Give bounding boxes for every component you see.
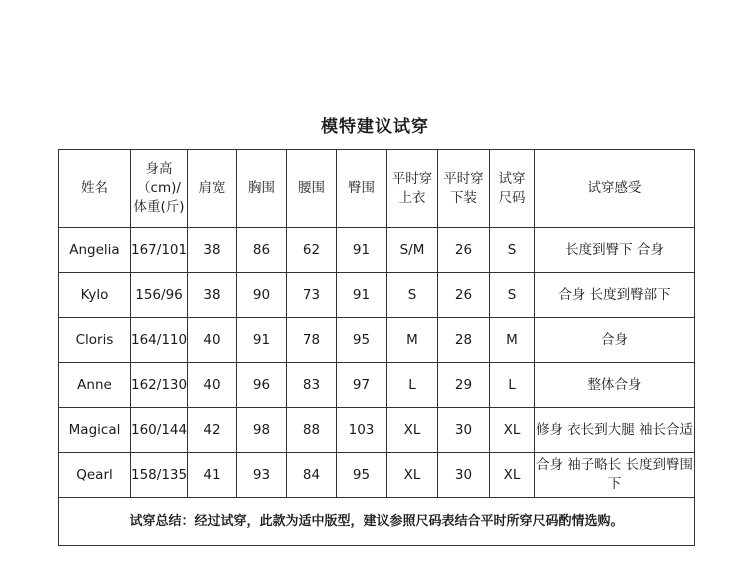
cell-feeling: 合身 袖子略长 长度到臀围下: [535, 453, 695, 498]
cell-try-size: L: [490, 363, 535, 408]
cell-shoulder: 42: [188, 408, 237, 453]
col-header-name: 姓名: [59, 150, 131, 228]
model-size-table: [58, 149, 695, 546]
cell-try-size: S: [490, 228, 535, 273]
col-header-feeling: 试穿感受: [535, 150, 695, 228]
cell-height-weight: 160/144: [131, 408, 188, 453]
cell-try-size: M: [490, 318, 535, 363]
cell-hip: 91: [337, 228, 387, 273]
cell-shoulder: 40: [188, 363, 237, 408]
cell-shoulder: 38: [188, 228, 237, 273]
cell-height-weight: 158/135: [131, 453, 188, 498]
cell-usual-top: S: [387, 273, 438, 318]
cell-waist: 78: [287, 318, 337, 363]
cell-usual-bottom: 29: [438, 363, 490, 408]
cell-feeling: 长度到臀下 合身: [535, 228, 695, 273]
cell-shoulder: 38: [188, 273, 237, 318]
cell-chest: 93: [237, 453, 287, 498]
table-row: [59, 273, 695, 318]
cell-usual-top: L: [387, 363, 438, 408]
cell-waist: 88: [287, 408, 337, 453]
cell-usual-bottom: 30: [438, 408, 490, 453]
cell-usual-bottom: 30: [438, 453, 490, 498]
cell-shoulder: 41: [188, 453, 237, 498]
cell-name: Kylo: [59, 273, 131, 318]
col-header-usual-bottom: 平时穿 下装: [438, 150, 490, 228]
cell-chest: 90: [237, 273, 287, 318]
cell-name: Magical: [59, 408, 131, 453]
cell-name: Anne: [59, 363, 131, 408]
table-header-row: [59, 150, 695, 228]
cell-waist: 84: [287, 453, 337, 498]
cell-hip: 91: [337, 273, 387, 318]
cell-hip: 95: [337, 318, 387, 363]
summary-row: [59, 498, 695, 546]
cell-height-weight: 167/101: [131, 228, 188, 273]
cell-chest: 91: [237, 318, 287, 363]
cell-height-weight: 162/130: [131, 363, 188, 408]
table-row: [59, 318, 695, 363]
col-header-waist: 腰围: [287, 150, 337, 228]
cell-shoulder: 40: [188, 318, 237, 363]
cell-usual-bottom: 26: [438, 228, 490, 273]
cell-name: Angelia: [59, 228, 131, 273]
cell-feeling: 修身 衣长到大腿 袖长合适: [535, 408, 695, 453]
cell-name: Qearl: [59, 453, 131, 498]
cell-waist: 73: [287, 273, 337, 318]
cell-try-size: XL: [490, 453, 535, 498]
page-title: 模特建议试穿: [321, 117, 429, 137]
cell-usual-bottom: 28: [438, 318, 490, 363]
cell-usual-top: XL: [387, 453, 438, 498]
cell-usual-top: S/M: [387, 228, 438, 273]
col-header-usual-top: 平时穿 上衣: [387, 150, 438, 228]
cell-hip: 97: [337, 363, 387, 408]
cell-chest: 98: [237, 408, 287, 453]
col-header-height-weight: 身高 （cm)/ 体重(斤): [131, 150, 188, 228]
table-row: [59, 228, 695, 273]
col-header-try-size: 试穿 尺码: [490, 150, 535, 228]
col-header-shoulder: 肩宽: [188, 150, 237, 228]
cell-usual-bottom: 26: [438, 273, 490, 318]
cell-name: Cloris: [59, 318, 131, 363]
col-header-chest: 胸围: [237, 150, 287, 228]
cell-hip: 95: [337, 453, 387, 498]
cell-chest: 86: [237, 228, 287, 273]
table-row: [59, 363, 695, 408]
cell-feeling: 整体合身: [535, 363, 695, 408]
cell-try-size: XL: [490, 408, 535, 453]
summary-text: 试穿总结：经过试穿，此款为适中版型，建议参照尺码表结合平时所穿尺码酌情选购。: [59, 498, 695, 546]
cell-height-weight: 164/110: [131, 318, 188, 363]
table-row: [59, 408, 695, 453]
cell-feeling: 合身: [535, 318, 695, 363]
cell-usual-top: XL: [387, 408, 438, 453]
cell-feeling: 合身 长度到臀部下: [535, 273, 695, 318]
cell-waist: 83: [287, 363, 337, 408]
cell-height-weight: 156/96: [131, 273, 188, 318]
cell-chest: 96: [237, 363, 287, 408]
table-row: [59, 453, 695, 498]
col-header-hip: 臀围: [337, 150, 387, 228]
cell-hip: 103: [337, 408, 387, 453]
cell-usual-top: M: [387, 318, 438, 363]
cell-try-size: S: [490, 273, 535, 318]
cell-waist: 62: [287, 228, 337, 273]
